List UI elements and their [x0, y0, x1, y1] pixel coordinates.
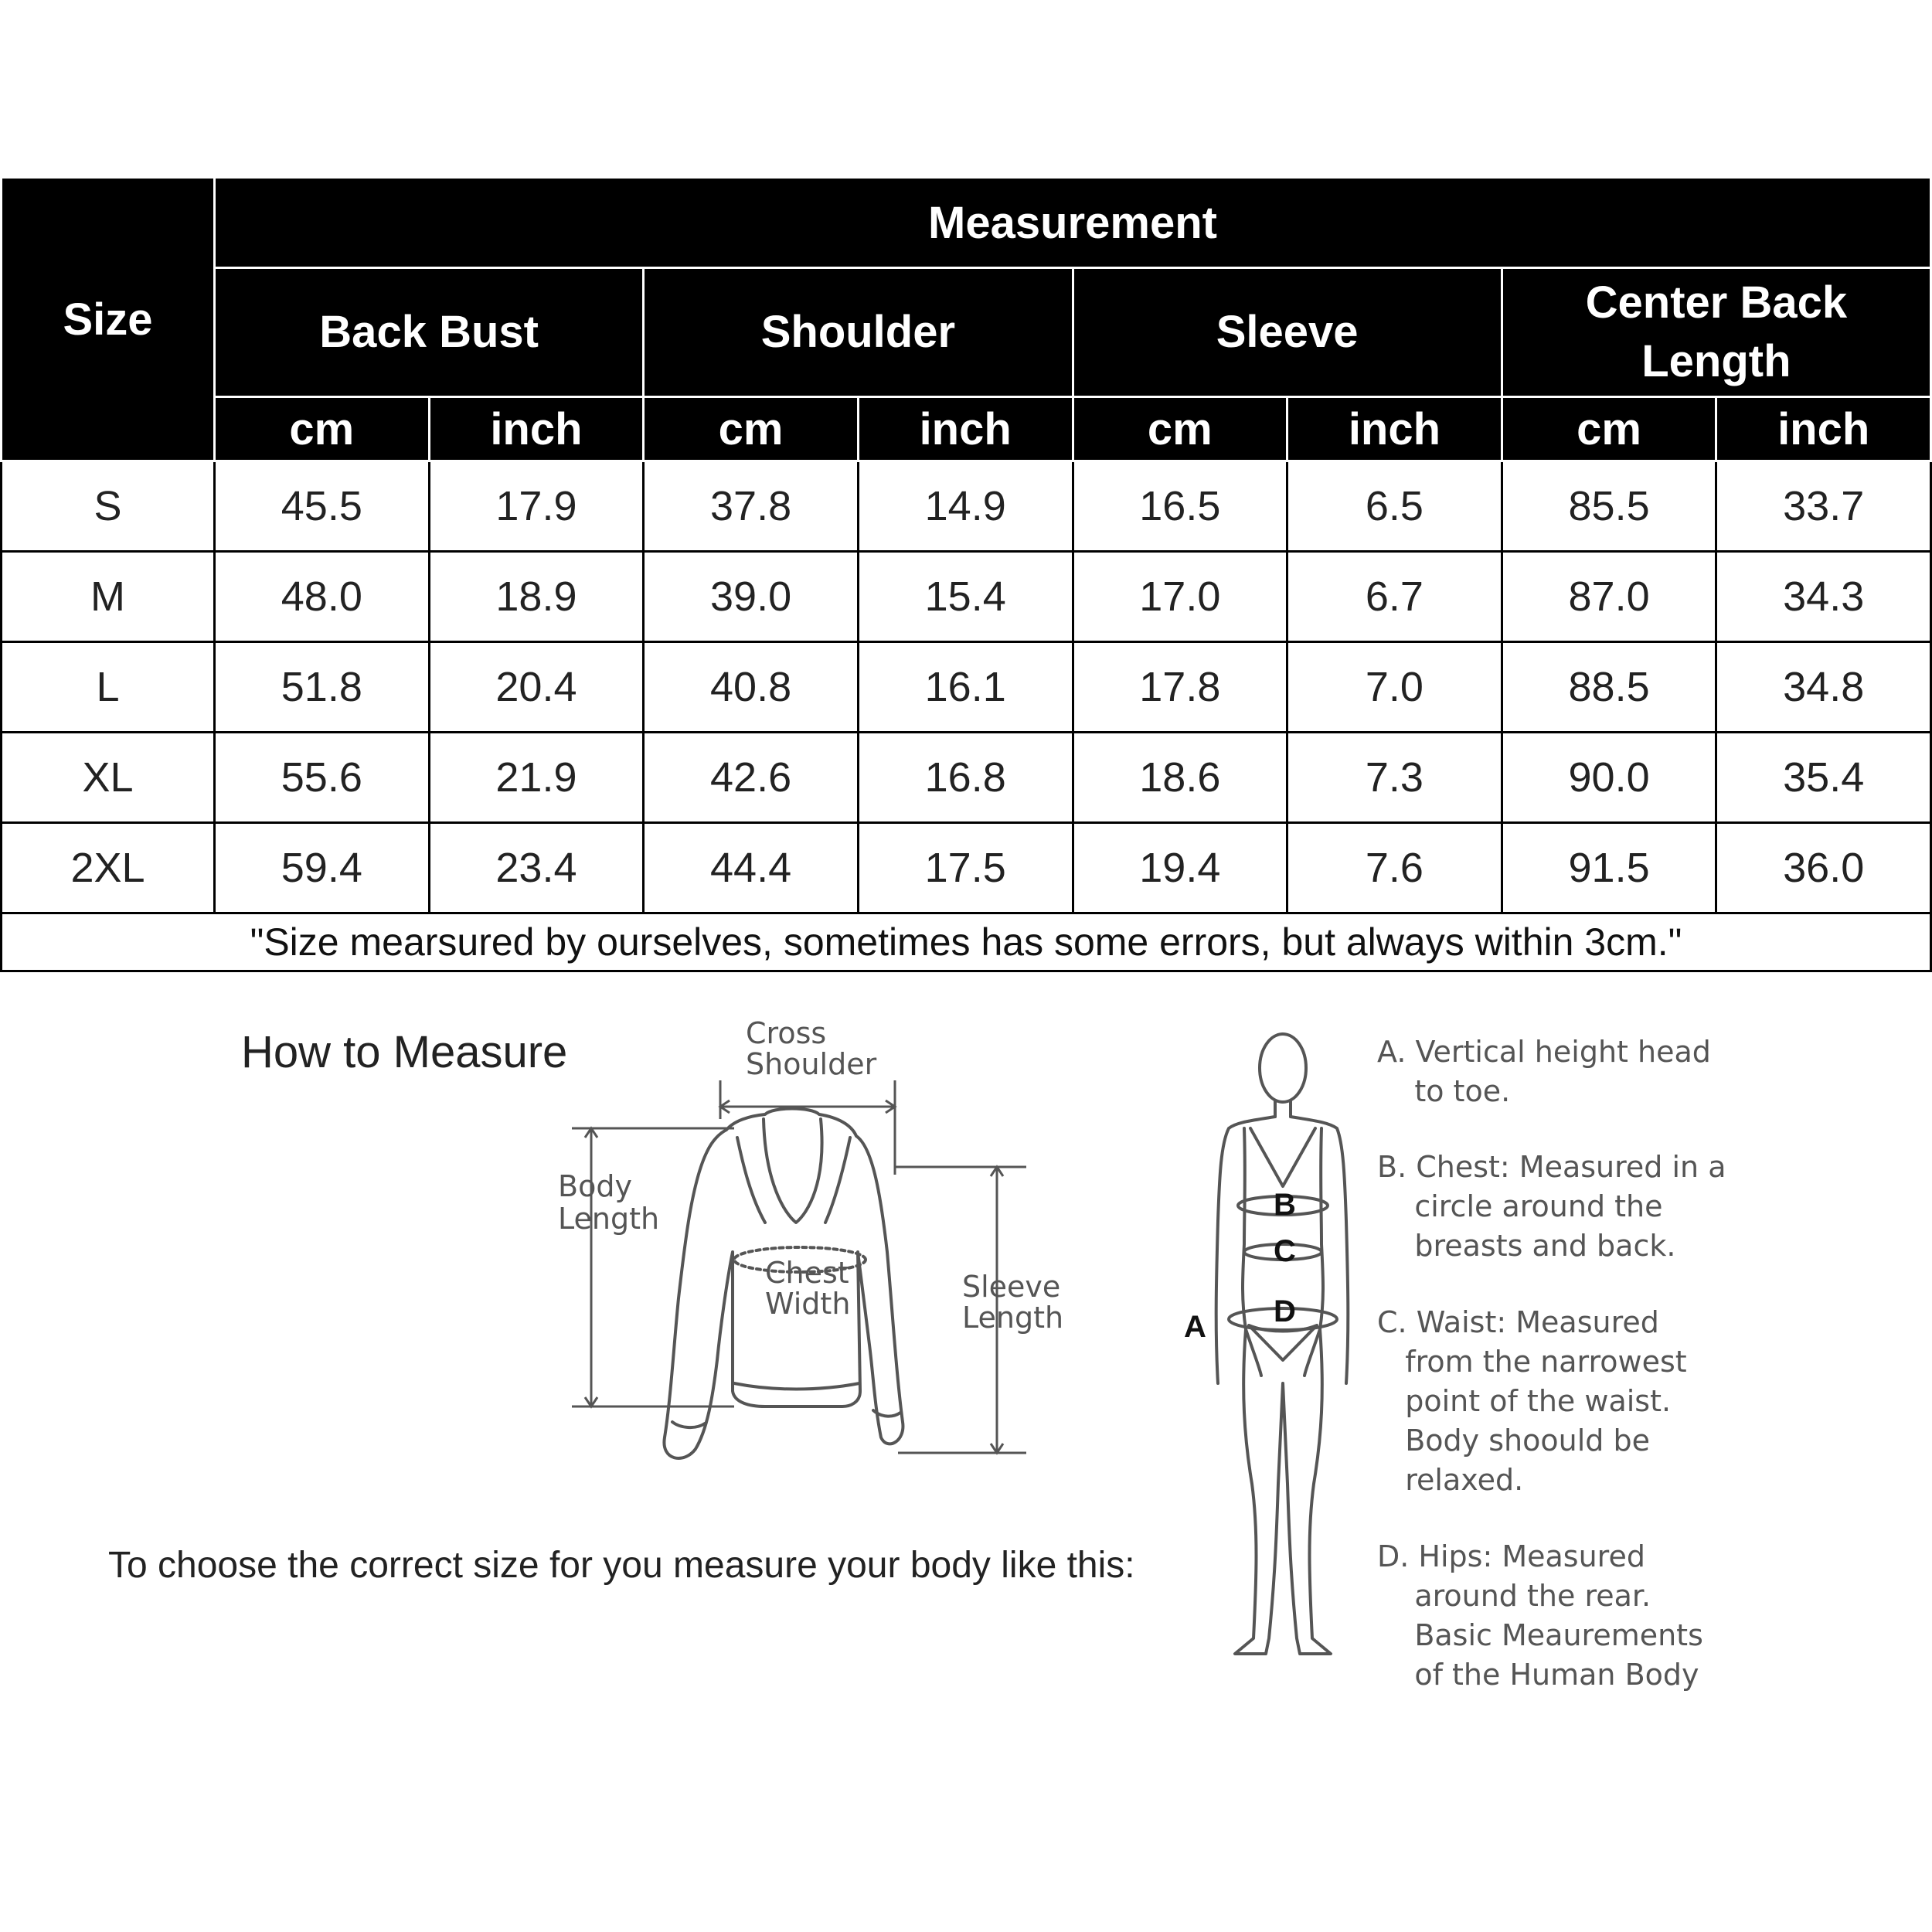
- measurement-cell: 16.1: [858, 642, 1073, 733]
- measurement-legend: [1377, 1032, 1726, 1695]
- measurement-cell: 90.0: [1502, 733, 1716, 823]
- measurement-header: Measurement: [215, 178, 1931, 268]
- measurement-cell: 6.5: [1287, 461, 1502, 552]
- choose-size-instruction: To choose the correct size for you measure your body like this:: [108, 1545, 1135, 1586]
- unit-header: inch: [858, 397, 1073, 461]
- legs-outline: [1235, 1329, 1331, 1654]
- chest-width-label-2: Width: [765, 1287, 851, 1321]
- unit-header: inch: [1716, 397, 1931, 461]
- measurement-cell: 45.5: [215, 461, 430, 552]
- measurement-cell: 33.7: [1716, 461, 1931, 552]
- measurement-cell: 34.3: [1716, 552, 1931, 642]
- table-note-row: [2, 913, 1931, 971]
- measurement-cell: 36.0: [1716, 823, 1931, 913]
- table-row: [2, 823, 1931, 913]
- size-cell: XL: [2, 733, 215, 823]
- measurement-cell: 48.0: [215, 552, 430, 642]
- measurement-cell: 44.4: [644, 823, 859, 913]
- unit-header: inch: [1287, 397, 1502, 461]
- measurement-cell: 14.9: [858, 461, 1073, 552]
- measurement-cell: 18.6: [1073, 733, 1287, 823]
- legend-item-b: B. Chest: Measured in a circle around the breasts and back.: [1377, 1150, 1726, 1263]
- measurement-cell: 39.0: [644, 552, 859, 642]
- cross-shoulder-label-1: Cross: [746, 1016, 827, 1050]
- measurement-cell: 34.8: [1716, 642, 1931, 733]
- measurement-cell: 17.0: [1073, 552, 1287, 642]
- measurement-cell: 19.4: [1073, 823, 1287, 913]
- measurement-cell: 18.9: [429, 552, 644, 642]
- size-note: "Size mearsured by ourselves, sometimes has some errors, but always within 3cm.": [2, 913, 1931, 971]
- measurement-cell: 17.9: [429, 461, 644, 552]
- unit-header: inch: [429, 397, 644, 461]
- chest-letter: B: [1274, 1188, 1296, 1222]
- body-length-label-2: Length: [558, 1202, 660, 1236]
- measurement-cell: 37.8: [644, 461, 859, 552]
- measurement-cell: 55.6: [215, 733, 430, 823]
- size-cell: L: [2, 642, 215, 733]
- measurement-cell: 20.4: [429, 642, 644, 733]
- unit-header: cm: [1502, 397, 1716, 461]
- sleeve-length-label-1: Sleeve: [962, 1270, 1061, 1304]
- measurement-cell: 35.4: [1716, 733, 1931, 823]
- cross-shoulder-label-2: Shoulder: [746, 1047, 877, 1081]
- measurement-cell: 59.4: [215, 823, 430, 913]
- measurement-cell: 15.4: [858, 552, 1073, 642]
- measurement-cell: 16.8: [858, 733, 1073, 823]
- chest-width-label-1: Chest: [765, 1256, 849, 1290]
- waist-letter: C: [1274, 1234, 1296, 1268]
- body-figure-diagram: [1167, 1020, 1368, 1669]
- size-chart-table: [0, 176, 1932, 971]
- measurement-cell: 87.0: [1502, 552, 1716, 642]
- measurement-cell: 23.4: [429, 823, 644, 913]
- group-header-sleeve: Sleeve: [1073, 268, 1502, 397]
- height-letter: A: [1184, 1310, 1206, 1344]
- how-to-measure-title: How to Measure: [241, 1027, 568, 1077]
- measurement-cell: 7.6: [1287, 823, 1502, 913]
- measurement-cell: 85.5: [1502, 461, 1716, 552]
- legend-item-d: D. Hips: Measured around the rear. Basic Meaurements of the Human Body: [1377, 1539, 1703, 1692]
- sleeve-length-label-2: Length: [962, 1301, 1064, 1335]
- measurement-cell: 17.8: [1073, 642, 1287, 733]
- unit-header: cm: [1073, 397, 1287, 461]
- measurement-cell: 88.5: [1502, 642, 1716, 733]
- size-cell: M: [2, 552, 215, 642]
- measurement-cell: 7.0: [1287, 642, 1502, 733]
- measurement-cell: 91.5: [1502, 823, 1716, 913]
- group-header-center-back-length: Center Back Length: [1502, 268, 1930, 397]
- legend-item-a: A. Vertical height head to toe.: [1377, 1035, 1711, 1108]
- body-length-label-1: Body: [558, 1169, 632, 1203]
- unit-header: cm: [215, 397, 430, 461]
- table-row: [2, 733, 1931, 823]
- unit-header: cm: [644, 397, 859, 461]
- measurement-cell: 7.3: [1287, 733, 1502, 823]
- table-row: [2, 461, 1931, 552]
- table-row: [2, 642, 1931, 733]
- measurement-cell: 40.8: [644, 642, 859, 733]
- measurement-cell: 42.6: [644, 733, 859, 823]
- measurement-cell: 16.5: [1073, 461, 1287, 552]
- legend-item-c: C. Waist: Measured from the narrowest point of the waist. Body shoould be relaxed.: [1377, 1305, 1687, 1497]
- measurement-cell: 17.5: [858, 823, 1073, 913]
- sweater-measure-diagram: [541, 1016, 1097, 1484]
- group-header-shoulder: Shoulder: [644, 268, 1073, 397]
- table-row: [2, 552, 1931, 642]
- measurement-cell: 51.8: [215, 642, 430, 733]
- measurement-cell: 6.7: [1287, 552, 1502, 642]
- measurement-cell: 21.9: [429, 733, 644, 823]
- group-header-back-bust: Back Bust: [215, 268, 644, 397]
- head-outline: [1260, 1034, 1306, 1102]
- size-header: Size: [2, 178, 215, 461]
- hips-letter: D: [1274, 1294, 1296, 1328]
- size-cell: 2XL: [2, 823, 215, 913]
- size-cell: S: [2, 461, 215, 552]
